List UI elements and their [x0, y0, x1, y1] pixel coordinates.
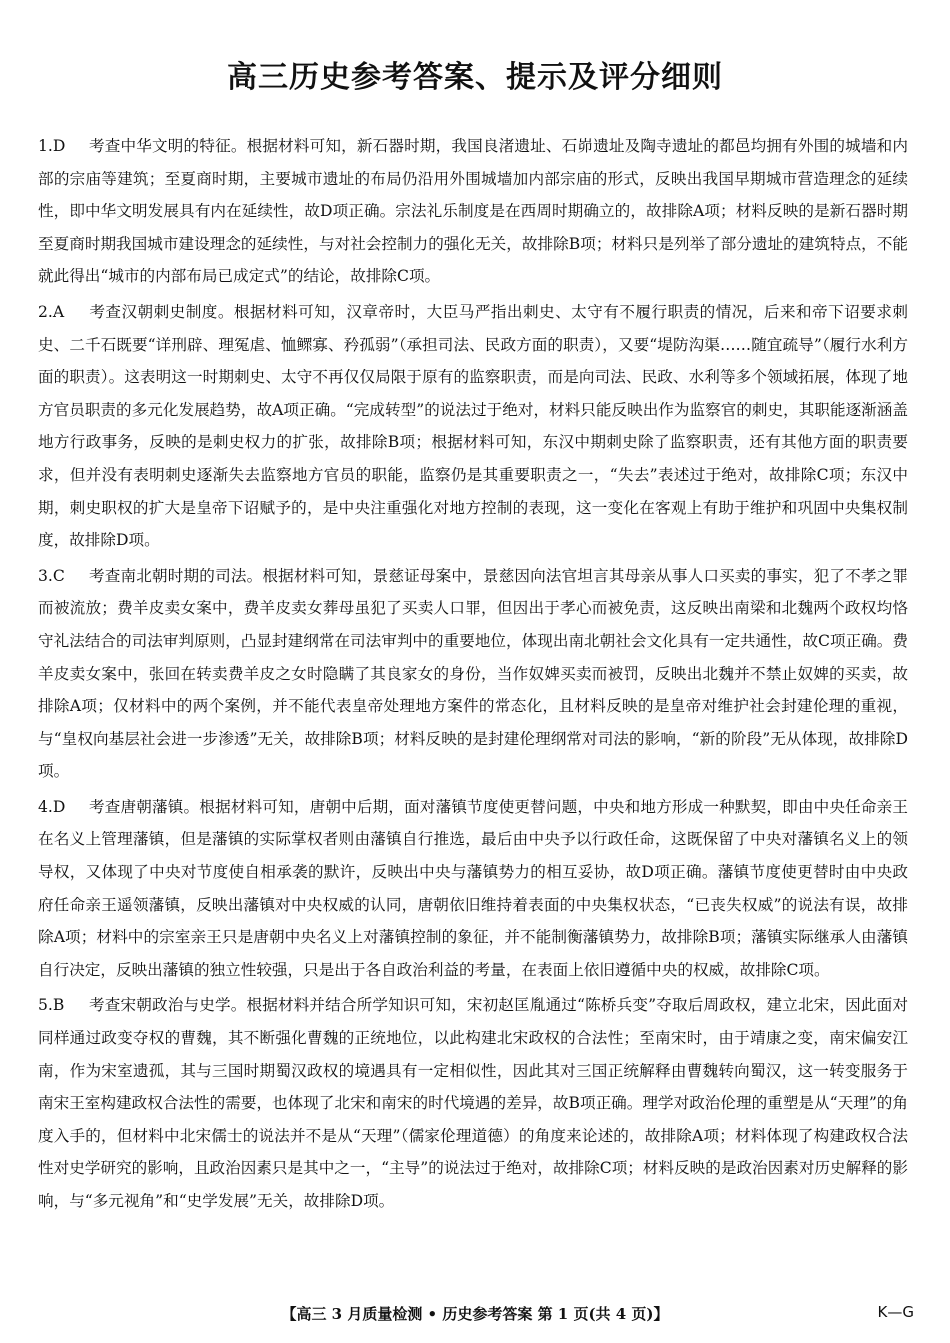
- item-answer: A: [52, 302, 65, 321]
- footer-label: 【高三 3 月质量检测 • 历史参考答案 第 1 页(共 4 页)】: [281, 1305, 669, 1323]
- item-explanation: 考查汉朝刺史制度。根据材料可知，汉章帝时，大臣马严指出刺史、太守有不履行职责的情况，后来和帝下诏要求刺史、二千石既要“详刑辟、理冤虐、恤鳏寡、矜孤弱”（承担司法、民政方面的职责），又要“堤防沟渠……随宜疏导”（履行水利方面的职责）。这表明这一时期刺史、太守不再仅仅局限于原有的监察职责，而是向司法、民政、水利等多个领域拓展，体现了地方官员职责的多元化发展趋势，故A项正确。“完成转型”的说法过于绝对，材料只能反映出作为监察官的刺史，其职能逐渐涵盖地方行政事务，反映的是刺史权力的扩张，故排除B项；根据材料可知，东汉中期刺史除了监察职责，还有其他方面的职责要求，但并没有表明刺史逐渐失去监察地方官员的职能，监察仍是其重要职责之一，“失去”表述过于绝对，故排除C项；东汉中期，刺史职权的扩大是皇帝下诏赋予的，是中央注重强化对地方控制的表现，这一变化在客观上有助于维护和巩固中央集权制度，故排除D项。: [38, 302, 908, 550]
- answer-item-4: [38, 791, 908, 987]
- answer-list: [38, 130, 908, 1221]
- item-number: 2.: [38, 302, 53, 321]
- item-answer: D: [52, 137, 66, 155]
- answer-item-1: [38, 130, 908, 293]
- page-title: 高三历史参考答案、提示及评分细则: [227, 60, 723, 95]
- item-number: 5.: [38, 996, 53, 1015]
- item-answer: D: [52, 797, 66, 816]
- item-explanation: 考查中华文明的特征。根据材料可知，新石器时期，我国良渚遗址、石峁遗址及陶寺遗址的都邑均拥有外围的城墙和内部的宗庙等建筑；至夏商时期，主要城市遗址的布局仍沿用外围城墙加内部宗庙的形式，反映出我国早期城市营造理念的延续性，即中华文明发展具有内在延续性，故D项正确。宗法礼乐制度是在西周时期确立的，故排除A项；材料反映的是新石器时期至夏商时期我国城市建设理念的延续性，与对社会控制力的强化无关，故排除B项；材料只是列举了部分遗址的建筑特点，不能就此得出“城市的内部布局已成定式”的结论，故排除C项。: [38, 137, 908, 286]
- item-number: 1.: [38, 137, 53, 155]
- page-footer: [0, 1303, 950, 1329]
- answer-item-2: [38, 296, 908, 557]
- item-answer: C: [52, 566, 65, 585]
- item-explanation: 考查唐朝藩镇。根据材料可知，唐朝中后期，面对藩镇节度使更替问题，中央和地方形成一种默契，即由中央任命亲王在名义上管理藩镇，但是藩镇的实际掌权者则由藩镇自行推选，最后由中央予以行政任命，这既保留了中央对藩镇名义上的领导权，又体现了中央对节度使自相承袭的默许，反映出中央与藩镇势力的相互妥协，故D项正确。藩镇节度使更替时由中央政府任命亲王遥领藩镇，反映出藩镇对中央权威的认同，唐朝依旧维持着表面的中央集权状态，“已丧失权威”的说法有误，故排除A项；材料中的宗室亲王只是唐朝中央名义上对藩镇控制的象征，并不能制衡藩镇势力，故排除B项；藩镇实际继承人由藩镇自行决定，反映出藩镇的独立性较强，只是出于各自政治利益的考量，在表面上依旧遵循中央的权威，故排除C项。: [38, 797, 908, 979]
- item-number: 4.: [38, 797, 53, 816]
- item-answer: B: [52, 996, 65, 1015]
- answer-item-3: [38, 560, 908, 788]
- item-explanation: 考查宋朝政治与史学。根据材料并结合所学知识可知，宋初赵匡胤通过“陈桥兵变”夺取后周政权，建立北宋，因此面对同样通过政变夺权的曹魏，其不断强化曹魏的正统地位，以此构建北宋政权的合法性；至南宋时，由于靖康之变，南宋偏安江南，作为宋室遗孤，其与三国时期蜀汉政权的境遇具有一定相似性，因此其对三国正统解释由曹魏转向蜀汉，这一转变服务于南宋王室构建政权合法性的需要，也体现了北宋和南宋的时代境遇的差异，故B项正确。理学对政治伦理的重塑是从“天理”的角度入手的，但材料中北宋儒士的说法并不是从“天理”（儒家伦理道德）的角度来论述的，故排除A项；材料体现了构建政权合法性对史学研究的影响，且政治因素只是其中之一，“主导”的说法过于绝对，故排除C项；材料反映的是政治因素对历史解释的影响，与“多元视角”和“史学发展”无关，故排除D项。: [38, 996, 908, 1210]
- item-explanation: 考查南北朝时期的司法。根据材料可知，景慈证母案中，景慈因向法官坦言其母亲从事人口买卖的事实，犯了不孝之罪而被流放；费羊皮卖女案中，费羊皮卖女葬母虽犯了买卖人口罪，但因出于孝心而被免责，这反映出南梁和北魏两个政权均恪守礼法结合的司法审判原则，凸显封建纲常在司法审判中的重要地位，体现出南北朝社会文化具有一定共通性，故C项正确。费羊皮卖女案中，张回在转卖费羊皮之女时隐瞒了其良家女的身份，当作奴婢买卖而被罚，反映出北魏并不禁止奴婢的买卖，故排除A项；仅材料中的两个案例，并不能代表皇帝处理地方案件的常态化，且材料反映的是皇帝对维护社会封建伦理的重视，与“皇权向基层社会进一步渗透”无关，故排除B项；材料反映的是封建伦理纲常对司法的影响，“新的阶段”无从体现，故排除D项。: [38, 566, 908, 781]
- footer-code: K—G: [877, 1303, 914, 1321]
- answer-item-5: [38, 989, 908, 1217]
- item-number: 3.: [38, 566, 53, 585]
